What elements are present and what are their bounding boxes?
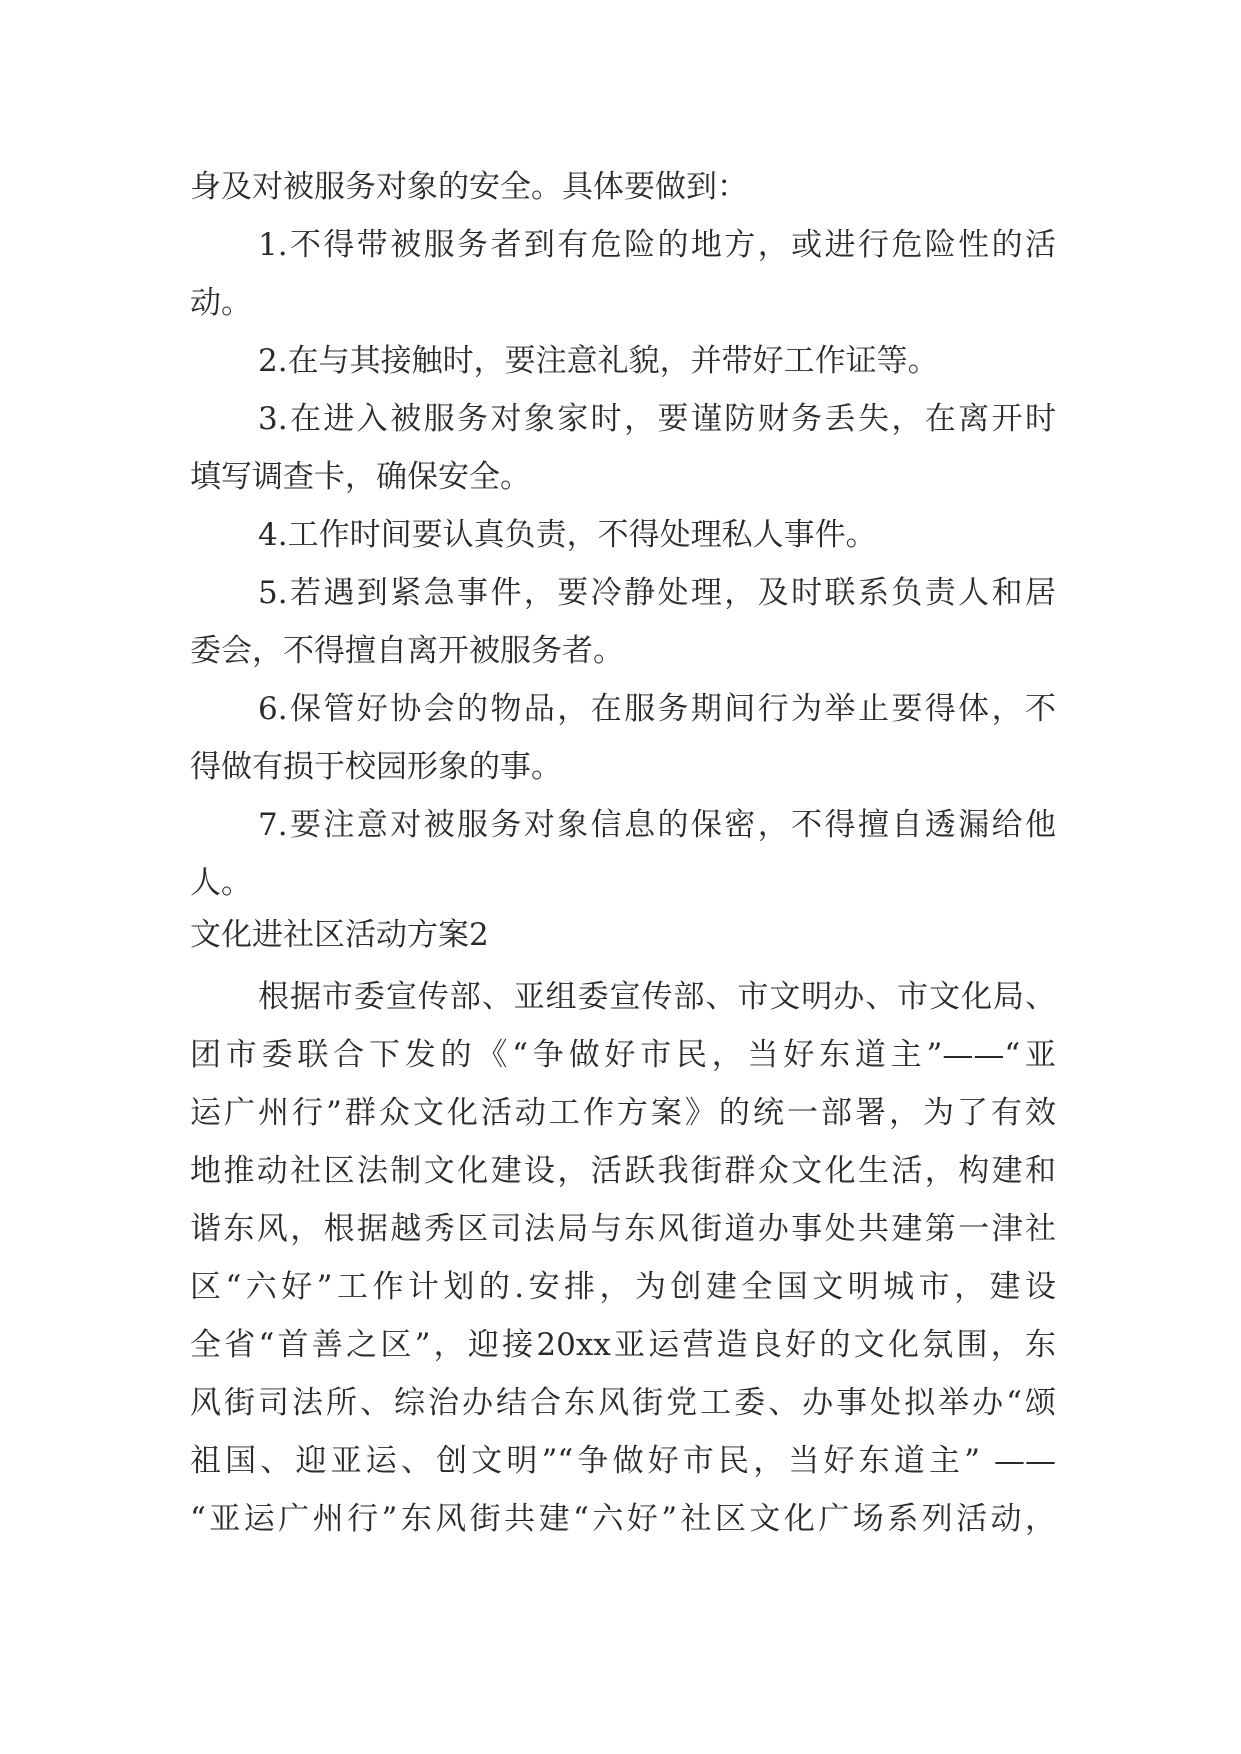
text-line: 5.若遇到紧急事件，要冷静处理，及时联系负责人和居 xyxy=(258,575,1056,611)
section-heading: 文化进社区活动方案2 xyxy=(190,917,489,953)
text-line: 地推动社区法制文化建设，活跃我街群众文化生活，构建和 xyxy=(190,1153,1056,1189)
text-line: 根据市委宣传部、亚组委宣传部、市文明办、市文化局、 xyxy=(258,979,1056,1015)
text-line: 祖国、迎亚运、创文明”“争做好市民，当好东道主” —— xyxy=(190,1443,1056,1479)
text-line: 全省“首善之区”，迎接20xx亚运营造良好的文化氛围，东 xyxy=(190,1327,1056,1363)
text-line: 团市委联合下发的《“争做好市民，当好东道主”——“亚 xyxy=(190,1037,1056,1073)
document-body xyxy=(190,158,1056,1548)
text-line: 动。 xyxy=(190,285,252,321)
text-line: 3.在进入被服务对象家时，要谨防财务丢失，在离开时 xyxy=(258,401,1056,437)
text-line: 4.工作时间要认真负责，不得处理私人事件。 xyxy=(258,517,877,553)
text-line: 区“六好”工作计划的.安排，为创建全国文明城市，建设 xyxy=(190,1269,1056,1305)
text-line: “亚运广州行”东风街共建“六好”社区文化广场系列活动， xyxy=(190,1501,1056,1537)
text-line: 7.要注意对被服务对象信息的保密，不得擅自透漏给他 xyxy=(258,807,1056,843)
text-line: 得做有损于校园形象的事。 xyxy=(190,749,562,785)
text-line: 人。 xyxy=(190,865,252,901)
text-line: 身及对被服务对象的安全。具体要做到： xyxy=(190,169,748,205)
text-line: 风街司法所、综治办结合东风街党工委、办事处拟举办“颂 xyxy=(190,1385,1056,1421)
text-line: 委会，不得擅自离开被服务者。 xyxy=(190,633,624,669)
text-line: 2.在与其接触时，要注意礼貌，并带好工作证等。 xyxy=(258,343,939,379)
text-line: 填写调查卡，确保安全。 xyxy=(190,459,531,495)
text-line: 1.不得带被服务者到有危险的地方，或进行危险性的活 xyxy=(258,227,1056,263)
text-line: 6.保管好协会的物品，在服务期间行为举止要得体，不 xyxy=(258,691,1056,727)
text-line: 谐东风，根据越秀区司法局与东风街道办事处共建第一津社 xyxy=(190,1211,1056,1247)
text-line: 运广州行”群众文化活动工作方案》的统一部署，为了有效 xyxy=(190,1095,1056,1131)
